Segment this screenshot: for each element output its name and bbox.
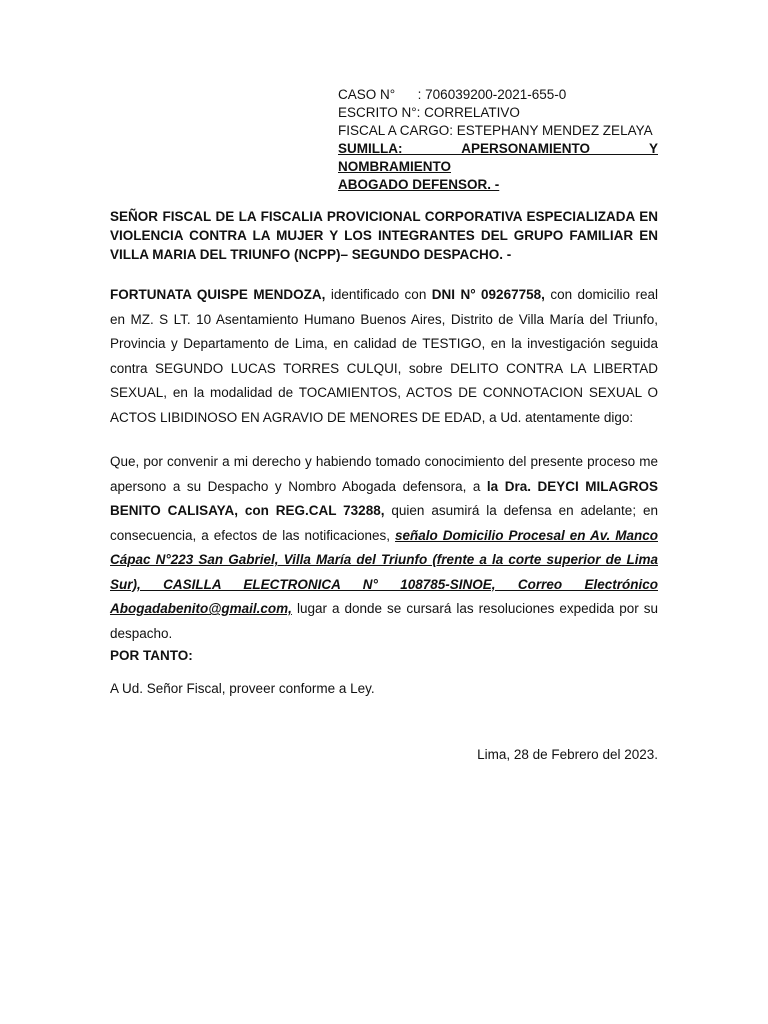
intro-text-1: identificado con: [325, 287, 432, 302]
introduction-paragraph: [110, 283, 658, 430]
closing-request: A Ud. Señor Fiscal, proveer conforme a Ley.: [110, 681, 375, 696]
appointment-paragraph: [110, 450, 658, 646]
prosecutor-in-charge: FISCAL A CARGO: ESTEPHANY MENDEZ ZELAYA: [338, 123, 653, 138]
summary-line-2: ABOGADO DEFENSOR. -: [338, 177, 500, 192]
procedural-address: señalo Domicilio Procesal en Av. Manco Cápac N°223 San Gabriel, Villa María del Triunfo (frente a la corte superior de Lima Sur), CASILLA ELECTRONICA N° 108785-SINOE, Correo Electrónico Abogadabenito@gmail.com,: [110, 527, 658, 616]
summary-line-1: SUMILLA: APERSONAMIENTO Y NOMBRAMIENTO: [338, 141, 658, 174]
por-tanto-heading: POR TANTO:: [110, 648, 193, 663]
addressee: SEÑOR FISCAL DE LA FISCALIA PROVICIONAL CORPORATIVA ESPECIALIZADA EN VIOLENCIA CONTRA LA MUJER Y LOS INTEGRANTES DEL GRUPO FAMILIAR EN VILLA MARIA DEL TRIUNFO (NCPP)– SEGUNDO DESPACHO. -: [110, 209, 658, 262]
dni-number: DNI N° 09267758,: [431, 287, 545, 302]
appointment-text-2: quien asumirá la defensa en adelante; en consecuencia, a efectos de las notificaciones,: [110, 503, 658, 543]
case-number: CASO N° : 706039200-2021-655-0: [338, 87, 567, 102]
date-line: Lima, 28 de Febrero del 2023.: [477, 747, 658, 762]
lawyer-name: la Dra. DEYCI MILAGROS BENITO CALISAYA, con REG.CAL 73288,: [110, 478, 659, 518]
case-header: [338, 86, 658, 194]
filing-number: ESCRITO N°: CORRELATIVO: [338, 105, 520, 120]
petitioner-name: FORTUNATA QUISPE MENDOZA,: [110, 287, 326, 302]
appointment-text-3: lugar a donde se cursará las resoluciones expedida por su despacho.: [110, 601, 658, 641]
intro-text-2: con domicilio real en MZ. S LT. 10 Asentamiento Humano Buenos Aires, Distrito de Villa María del Triunfo, Provincia y Departamento de Lima, en calidad de TESTIGO, en la investigación seguida contra SEGUNDO LUCAS TORRES CULQUI, sobre DELITO CONTRA LA LIBERTAD SEXUAL, en la modalidad de TOCAMIENTOS, ACTOS DE CONNOTACION SEXUAL O ACTOS LIBIDINOSO EN AGRAVIO DE MENORES DE EDAD, a Ud. atentamente digo:: [110, 287, 658, 425]
appointment-text-1: Que, por convenir a mi derecho y habiendo tomado conocimiento del presente proceso me apersono a su Despacho y Nombro Abogada defensora, a: [110, 454, 658, 494]
